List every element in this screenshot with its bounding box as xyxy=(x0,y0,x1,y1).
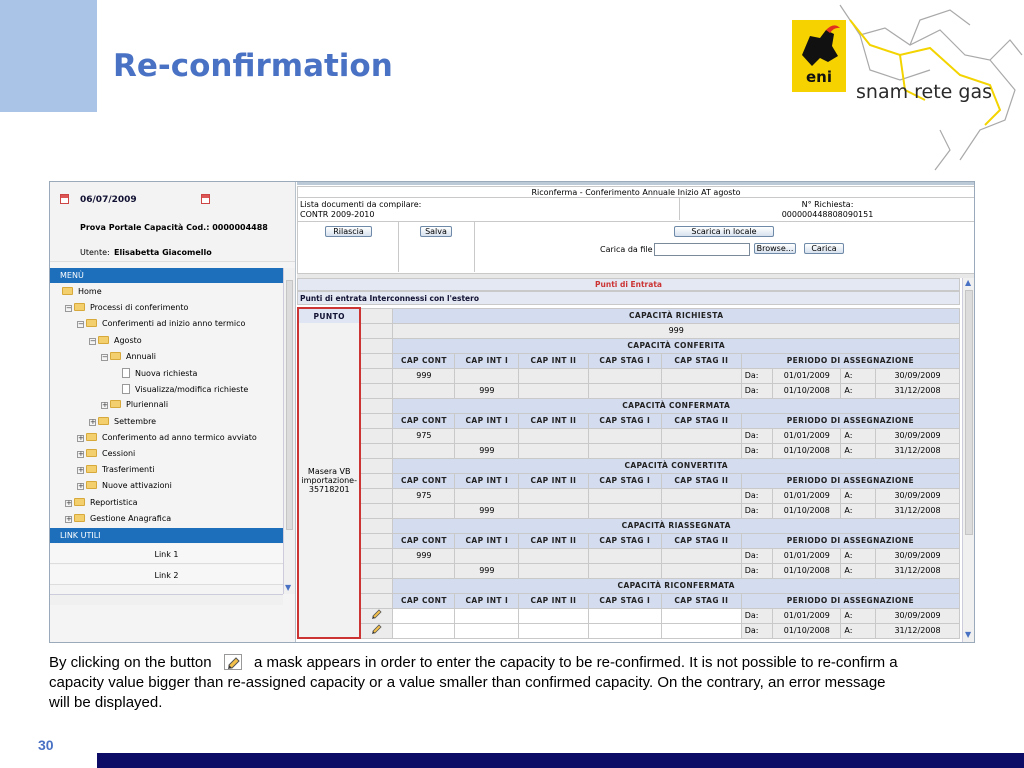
cap-int1-cell: 999 xyxy=(455,563,519,578)
menu-tree-label: Settembre xyxy=(114,416,157,426)
expand-icon[interactable]: + xyxy=(66,514,72,523)
calendar-icon-2[interactable] xyxy=(201,194,210,204)
chevron-down-icon[interactable]: ▼ xyxy=(965,630,972,639)
cap-int2-cell xyxy=(519,488,588,503)
folder-icon xyxy=(62,287,73,295)
column-header: CAP STAG II xyxy=(662,413,742,428)
cap-int1-cell: 999 xyxy=(455,383,519,398)
menu-tree-item[interactable] xyxy=(77,465,154,474)
column-header: PERIODO DI ASSEGNAZIONE xyxy=(741,533,959,548)
prova-portale-code: Prova Portale Capacità Cod.: 0000004488 xyxy=(80,223,268,232)
cap-stag2-cell xyxy=(662,368,742,383)
a-date: 30/09/2009 xyxy=(876,548,960,563)
column-header: CAP STAG II xyxy=(662,593,742,608)
cap-stag2-cell xyxy=(662,548,742,563)
da-label: Da: xyxy=(741,548,772,563)
folder-icon xyxy=(86,449,97,457)
collapse-icon[interactable]: − xyxy=(102,352,108,361)
a-date: 30/09/2009 xyxy=(876,428,960,443)
a-date: 31/12/2008 xyxy=(876,383,960,398)
cap-stag2-cell xyxy=(662,503,742,518)
menu-tree-item[interactable] xyxy=(113,368,197,378)
menu-tree-label: Pluriennali xyxy=(126,400,169,410)
menu-tree-item[interactable] xyxy=(65,498,138,507)
column-header: CAP INT II xyxy=(519,593,588,608)
menu-tree-item[interactable] xyxy=(53,287,102,296)
folder-icon xyxy=(110,352,121,360)
cap-cont-cell xyxy=(393,503,455,518)
column-header: CAP INT II xyxy=(519,413,588,428)
menu-tree-label: Conferimento ad anno termico avviato xyxy=(102,432,257,442)
divider xyxy=(398,222,399,272)
edit-icon[interactable] xyxy=(360,608,393,623)
section-header-richiesta: CAPACITÀ RICHIESTA xyxy=(393,308,960,323)
cap-stag2-cell xyxy=(662,428,742,443)
cap-int2-cell xyxy=(519,563,588,578)
column-header: CAP CONT xyxy=(393,413,455,428)
collapse-icon[interactable]: − xyxy=(66,304,72,313)
punto-value: Masera VB importazione-35718201 xyxy=(298,323,360,638)
menu-tree-label: Processi di conferimento xyxy=(90,303,189,313)
da-label: Da: xyxy=(741,428,772,443)
footer-bar xyxy=(97,753,1024,768)
column-header: CAP INT II xyxy=(519,353,588,368)
cap-stag1-cell[interactable] xyxy=(588,608,661,623)
lista-value: CONTR 2009-2010 xyxy=(300,210,375,219)
carica-label: Carica da file xyxy=(600,245,653,254)
collapse-icon[interactable]: − xyxy=(78,320,84,329)
expand-icon[interactable]: + xyxy=(102,401,108,410)
column-header: CAP STAG II xyxy=(662,353,742,368)
da-label: Da: xyxy=(741,488,772,503)
menu-tree-label: Conferimenti ad inizio anno termico xyxy=(102,319,246,329)
cap-stag2-cell xyxy=(662,488,742,503)
da-label: Da: xyxy=(741,383,772,398)
menu-tree-item[interactable] xyxy=(77,433,257,442)
section-header: CAPACITÀ RICONFERMATA xyxy=(393,578,960,593)
a-label: A: xyxy=(841,428,876,443)
a-label: A: xyxy=(841,623,876,638)
grid-scroll-thumb[interactable] xyxy=(965,290,973,535)
cap-int2-cell xyxy=(519,443,588,458)
punto-header: PUNTO xyxy=(298,308,360,323)
a-date: 30/09/2009 xyxy=(876,608,960,623)
da-label: Da: xyxy=(741,623,772,638)
section-header: CAPACITÀ CONVERTITA xyxy=(393,458,960,473)
form-header-title: Riconferma - Conferimento Annuale Inizio AT agosto xyxy=(297,186,975,198)
menu-tree-item[interactable] xyxy=(77,319,245,328)
current-date: 06/07/2009 xyxy=(80,195,137,205)
cap-cont-cell: 975 xyxy=(393,488,455,503)
cap-cont-cell xyxy=(393,383,455,398)
richiesta-value: 000000448808090151 xyxy=(781,210,874,219)
cap-int1-cell xyxy=(455,548,519,563)
chevron-up-icon[interactable]: ▲ xyxy=(965,278,972,287)
cap-cont-cell[interactable] xyxy=(393,608,455,623)
menu-tree-label: Trasferimenti xyxy=(102,465,155,475)
a-date: 31/12/2008 xyxy=(876,443,960,458)
cap-stag2-cell[interactable] xyxy=(662,608,742,623)
richiesta-value: 999 xyxy=(393,323,960,338)
menu-tree-label: Reportistica xyxy=(90,497,138,507)
column-header: CAP STAG II xyxy=(662,473,742,488)
column-header: CAP INT II xyxy=(519,533,588,548)
folder-icon xyxy=(86,319,97,327)
utente-label: Utente: xyxy=(80,248,110,257)
link-1[interactable]: Link 1 xyxy=(50,544,283,564)
slide-caption xyxy=(49,653,909,713)
folder-icon xyxy=(98,336,109,344)
column-header: CAP CONT xyxy=(393,473,455,488)
da-date: 01/10/2008 xyxy=(773,563,841,578)
cap-stag1-cell[interactable] xyxy=(588,623,661,638)
a-label: A: xyxy=(841,443,876,458)
rilascia-button[interactable]: Rilascia xyxy=(325,226,372,237)
column-header: CAP STAG I xyxy=(588,533,661,548)
menu-tree-item[interactable] xyxy=(101,352,156,361)
cap-cont-cell xyxy=(393,443,455,458)
da-label: Da: xyxy=(741,503,772,518)
da-date: 01/01/2009 xyxy=(773,368,841,383)
da-label: Da: xyxy=(741,368,772,383)
a-label: A: xyxy=(841,563,876,578)
menu-tree-item[interactable] xyxy=(77,481,172,490)
cap-int2-cell xyxy=(519,368,588,383)
punti-entrata-header: Punti di Entrata xyxy=(297,278,960,291)
browse-button[interactable]: Browse... xyxy=(754,243,796,254)
column-header: CAP STAG I xyxy=(588,413,661,428)
cap-stag2-cell[interactable] xyxy=(662,623,742,638)
slide-title: Re-confirmation xyxy=(113,48,393,84)
column-header: CAP INT II xyxy=(519,473,588,488)
cap-int1-cell: 999 xyxy=(455,503,519,518)
da-date: 01/10/2008 xyxy=(773,383,841,398)
toolbar-row xyxy=(297,222,975,274)
menu-tree-item[interactable] xyxy=(113,384,248,394)
da-date: 01/01/2009 xyxy=(773,548,841,563)
capacity-grid-area xyxy=(297,278,960,642)
main-panel xyxy=(297,182,975,642)
menu-tree-label: Agosto xyxy=(114,335,142,345)
divider xyxy=(474,222,475,272)
top-strip xyxy=(297,182,975,185)
cap-cont-cell: 999 xyxy=(393,548,455,563)
menu-tree-item[interactable] xyxy=(65,303,188,312)
cap-stag1-cell xyxy=(588,428,661,443)
da-label: Da: xyxy=(741,443,772,458)
cap-cont-cell: 975 xyxy=(393,428,455,443)
a-date: 31/12/2008 xyxy=(876,623,960,638)
section-header: CAPACITÀ RIASSEGNATA xyxy=(393,518,960,533)
menu-tree-label: Nuova richiesta xyxy=(135,369,198,378)
menu-tree-label: Visualizza/modifica richieste xyxy=(135,385,249,395)
file-input[interactable] xyxy=(654,243,750,256)
expand-icon[interactable]: + xyxy=(78,450,84,458)
cap-stag1-cell xyxy=(588,488,661,503)
section-header: CAPACITÀ CONFERMATA xyxy=(393,398,960,413)
cap-int2-cell xyxy=(519,548,588,563)
menu-tree-label: Nuove attivazioni xyxy=(102,481,172,491)
doc-info-row xyxy=(297,198,975,222)
cap-cont-cell xyxy=(393,563,455,578)
utente-name: Elisabetta Giacomello xyxy=(114,248,212,257)
a-label: A: xyxy=(841,548,876,563)
salva-button[interactable]: Salva xyxy=(420,226,452,237)
column-header: CAP INT I xyxy=(455,593,519,608)
cap-stag1-cell xyxy=(588,548,661,563)
collapse-icon[interactable]: − xyxy=(90,336,96,345)
a-date: 31/12/2008 xyxy=(876,563,960,578)
chevron-down-icon[interactable]: ▼ xyxy=(285,583,292,592)
portal-screenshot xyxy=(49,181,975,643)
menu-tree-item[interactable] xyxy=(89,417,156,426)
column-header: CAP INT I xyxy=(455,413,519,428)
cap-stag2-cell xyxy=(662,443,742,458)
column-header: CAP CONT xyxy=(393,533,455,548)
cap-int2-cell[interactable] xyxy=(519,608,588,623)
folder-icon xyxy=(86,465,97,473)
page-number: 30 xyxy=(38,737,54,753)
column-header: CAP INT I xyxy=(455,473,519,488)
cap-cont-cell[interactable] xyxy=(393,623,455,638)
cap-int1-cell: 999 xyxy=(455,443,519,458)
left-vertical-scrollbar[interactable] xyxy=(283,268,295,594)
cap-cont-cell: 999 xyxy=(393,368,455,383)
edit-icon[interactable] xyxy=(360,623,393,638)
column-header: CAP INT I xyxy=(455,353,519,368)
cap-int1-cell xyxy=(455,368,519,383)
link-utili-bar: LINK UTILI xyxy=(50,528,283,543)
folder-icon xyxy=(74,514,85,522)
menu-tree-label: Annuali xyxy=(126,351,157,361)
da-date: 01/10/2008 xyxy=(773,443,841,458)
expand-icon[interactable]: + xyxy=(90,417,96,426)
column-header: CAP INT I xyxy=(455,533,519,548)
edit-icon xyxy=(224,654,242,670)
da-label: Da: xyxy=(741,608,772,623)
column-header: CAP STAG I xyxy=(588,353,661,368)
user-header xyxy=(50,182,295,262)
menu-tree-label: Home xyxy=(78,287,102,296)
scroll-thumb[interactable] xyxy=(286,280,293,530)
folder-icon xyxy=(98,417,109,425)
a-date: 31/12/2008 xyxy=(876,503,960,518)
expand-icon[interactable]: + xyxy=(78,466,84,475)
cap-int1-cell xyxy=(455,428,519,443)
column-header: CAP STAG I xyxy=(588,593,661,608)
folder-icon xyxy=(86,481,97,489)
column-header: CAP STAG II xyxy=(662,533,742,548)
cap-stag2-cell xyxy=(662,563,742,578)
lista-label: Lista documenti da compilare: xyxy=(300,200,422,209)
expand-icon[interactable]: + xyxy=(78,433,84,442)
cap-stag1-cell xyxy=(588,383,661,398)
folder-icon xyxy=(86,433,97,441)
cap-int1-cell[interactable] xyxy=(455,608,519,623)
a-date: 30/09/2009 xyxy=(876,368,960,383)
expand-icon[interactable]: + xyxy=(78,482,84,491)
folder-icon xyxy=(74,498,85,506)
a-label: A: xyxy=(841,503,876,518)
section-header: CAPACITÀ CONFERITA xyxy=(393,338,960,353)
column-header: CAP STAG I xyxy=(588,473,661,488)
eni-snam-logo xyxy=(790,0,1024,175)
column-header: PERIODO DI ASSEGNAZIONE xyxy=(741,593,959,608)
column-header: CAP CONT xyxy=(393,593,455,608)
document-icon xyxy=(122,384,130,394)
menu-tree-item[interactable] xyxy=(65,514,171,523)
da-date: 01/10/2008 xyxy=(773,623,841,638)
left-horizontal-scrollbar[interactable] xyxy=(50,594,283,605)
a-date: 30/09/2009 xyxy=(876,488,960,503)
menu-tree xyxy=(50,284,283,528)
menu-bar: MENÙ xyxy=(50,268,283,283)
cap-int2-cell xyxy=(519,428,588,443)
scarica-locale-button[interactable]: Scarica in locale xyxy=(674,226,774,237)
link-2[interactable]: Link 2 xyxy=(50,565,283,585)
menu-tree-item[interactable] xyxy=(101,400,168,409)
calendar-icon[interactable] xyxy=(60,194,69,204)
cap-int2-cell xyxy=(519,503,588,518)
cap-int1-cell xyxy=(455,488,519,503)
cap-stag1-cell xyxy=(588,503,661,518)
a-label: A: xyxy=(841,368,876,383)
menu-tree-label: Gestione Anagrafica xyxy=(90,513,172,523)
grid-scrollbar[interactable] xyxy=(962,278,975,642)
expand-icon[interactable]: + xyxy=(66,498,72,507)
column-header: PERIODO DI ASSEGNAZIONE xyxy=(741,413,959,428)
da-date: 01/10/2008 xyxy=(773,503,841,518)
caption-text-after: a mask appears in order to enter the capacity to be re-confirmed. It is not possible to re-confirm a capacity value bigger than re-assigned capacity or a value smaller than confirmed capacity. On the contrary, an error message will be displayed. xyxy=(49,654,898,711)
eni-logo-text: eni xyxy=(806,68,832,86)
left-panel xyxy=(50,182,296,642)
cap-stag1-cell xyxy=(588,443,661,458)
carica-button[interactable]: Carica xyxy=(804,243,844,254)
document-icon xyxy=(122,368,130,378)
cap-int2-cell[interactable] xyxy=(519,623,588,638)
cap-stag1-cell xyxy=(588,563,661,578)
a-label: A: xyxy=(841,383,876,398)
da-date: 01/01/2009 xyxy=(773,488,841,503)
cap-stag2-cell xyxy=(662,383,742,398)
cap-stag1-cell xyxy=(588,368,661,383)
richiesta-label: N° Richiesta: xyxy=(801,200,854,209)
menu-tree-item[interactable] xyxy=(89,336,142,345)
folder-icon xyxy=(74,303,85,311)
cap-int1-cell[interactable] xyxy=(455,623,519,638)
da-date: 01/01/2009 xyxy=(773,428,841,443)
a-label: A: xyxy=(841,488,876,503)
snam-logo-text: snam rete gas xyxy=(856,81,992,103)
capacity-table xyxy=(297,307,960,639)
slide-accent-block xyxy=(0,0,97,112)
interconnessi-header: Punti di entrata Interconnessi con l'estero xyxy=(297,291,960,305)
cap-int2-cell xyxy=(519,383,588,398)
caption-text-before: By clicking on the button xyxy=(49,654,212,671)
menu-tree-item[interactable] xyxy=(77,449,135,458)
da-label: Da: xyxy=(741,563,772,578)
a-label: A: xyxy=(841,608,876,623)
column-header: CAP CONT xyxy=(393,353,455,368)
da-date: 01/01/2009 xyxy=(773,608,841,623)
folder-icon xyxy=(110,400,121,408)
column-header: PERIODO DI ASSEGNAZIONE xyxy=(741,473,959,488)
column-header: PERIODO DI ASSEGNAZIONE xyxy=(741,353,959,368)
menu-tree-label: Cessioni xyxy=(102,449,136,458)
